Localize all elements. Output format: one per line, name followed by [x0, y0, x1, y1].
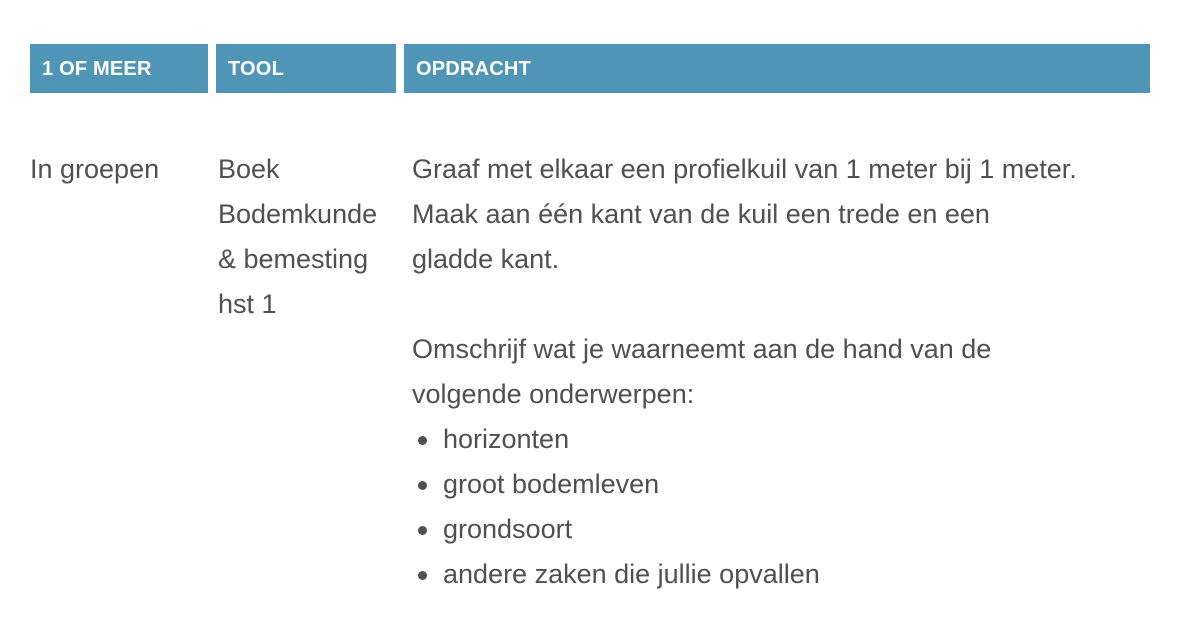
- tool-line: & bemesting: [218, 244, 369, 274]
- tool-line: Bodemkunde: [218, 199, 378, 229]
- bullet-icon: [418, 526, 427, 535]
- topic-list-item: [412, 462, 1182, 507]
- topic-list-item: [412, 417, 1182, 462]
- topic-list-item: [412, 507, 1182, 552]
- column-header-tool: TOOL: [216, 44, 396, 93]
- cell-group-size: [30, 147, 159, 192]
- topic-text: grondsoort: [443, 514, 573, 544]
- assignment-line: Graaf met elkaar een profielkuil van 1 meter bij 1 meter.: [412, 154, 1077, 184]
- assignment-line: Maak aan één kant van de kuil een trede en een: [412, 199, 990, 229]
- bullet-icon: [418, 481, 427, 490]
- cell-tool: [218, 147, 377, 327]
- bullet-icon: [418, 571, 427, 580]
- tool-line: hst 1: [218, 289, 277, 319]
- topic-text: horizonten: [443, 424, 570, 454]
- tool-line: Boek: [218, 154, 280, 184]
- topic-text: andere zaken die jullie opvallen: [443, 559, 820, 589]
- assignment-line: volgende onderwerpen:: [412, 379, 695, 409]
- paragraph-spacer: [412, 282, 1182, 327]
- cell-assignment: [412, 147, 1182, 597]
- topic-list: [412, 417, 1182, 597]
- column-header-opdracht: OPDRACHT: [404, 44, 1150, 93]
- assignment-paragraph-1: [412, 147, 1182, 282]
- bullet-icon: [418, 436, 427, 445]
- assignment-line: Omschrijf wat je waarneemt aan de hand van de: [412, 334, 992, 364]
- group-text: In groepen: [30, 154, 160, 184]
- assignment-line: gladde kant.: [412, 244, 560, 274]
- assignment-paragraph-2: [412, 327, 1182, 417]
- column-header-1-of-meer: 1 OF MEER: [30, 44, 208, 93]
- topic-list-item: [412, 552, 1182, 597]
- topic-text: groot bodemleven: [443, 469, 660, 499]
